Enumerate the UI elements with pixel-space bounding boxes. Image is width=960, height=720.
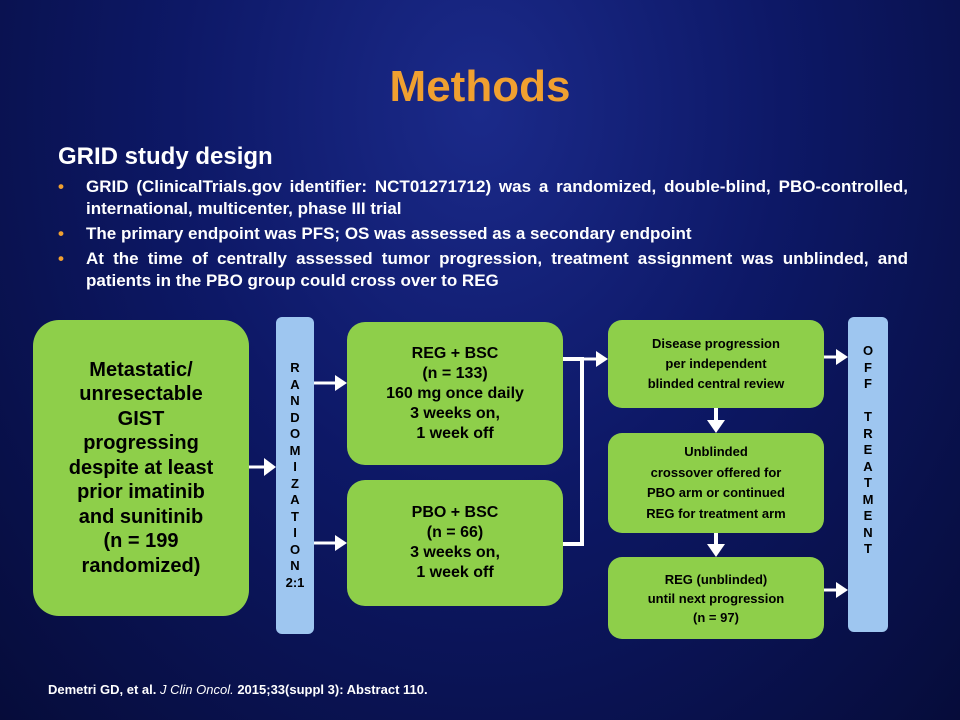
off-treatment-letter: E (863, 442, 873, 457)
randomization-letter: 2:1 (285, 574, 305, 590)
arrowhead (264, 458, 276, 476)
arrowhead (836, 349, 848, 365)
randomization-letter: O (289, 541, 301, 557)
randomization-letter: T (291, 508, 299, 524)
arrowhead (836, 582, 848, 598)
reference-authors: Demetri GD, et al. (48, 682, 157, 697)
randomization-letter: Z (291, 475, 299, 491)
randomization-letter: R (290, 360, 300, 375)
bullet-text: At the time of centrally assessed tumor progression, treatment assignment was unblinded, and patients in the PBO group could cross over to REG (86, 249, 908, 290)
reg-unblinded-text: REG (unblinded) until next progression (n = 97) (647, 571, 785, 625)
randomization-letter: D (290, 409, 300, 425)
bullet-text: The primary endpoint was PFS; OS was assessed as a secondary endpoint (86, 224, 692, 243)
arrowhead (335, 375, 347, 391)
randomization-letter: N (290, 393, 300, 408)
off-treatment-letter: T (864, 541, 872, 556)
bullet-marker: • (58, 177, 64, 196)
population-text: Metastatic/ unresectable GIST progressing despite at least prior imatinib and sunitinib (n = 199 randomized) (68, 358, 214, 577)
randomization-letter: A (290, 492, 300, 507)
arrowhead (707, 544, 725, 557)
off-treatment-letter: M (862, 491, 874, 507)
crossover-text: Unblinded crossover offered for PBO arm or continued REG for treatment arm (646, 444, 786, 521)
off-treatment-letter: O (862, 343, 874, 358)
arrowhead (596, 351, 608, 367)
arrowhead (707, 420, 725, 433)
off-treatment-letter: E (863, 508, 873, 523)
reg-arm-text: REG + BSC (n = 133) 160 mg once daily 3 weeks on, 1 week off (386, 344, 524, 442)
bullet-marker: • (58, 224, 64, 243)
bullet-text: GRID (ClinicalTrials.gov identifier: NCT01271712) was a randomized, double-blind, PBO-controlled, international, multicenter, phase III trial (86, 177, 908, 218)
reference-journal: J Clin Oncol. (160, 682, 234, 697)
off-treatment-letter: A (863, 458, 873, 474)
randomization-letter: N (290, 558, 300, 573)
off-treatment-letter: N (863, 524, 873, 540)
randomization-letter: I (293, 459, 297, 474)
randomization-letter: M (289, 442, 301, 458)
pbo-arm-text: PBO + BSC (n = 66) 3 weeks on, 1 week off (410, 504, 500, 581)
reference-citation (48, 682, 428, 697)
reference-details: 2015;33(suppl 3): Abstract 110. (237, 682, 428, 697)
off-treatment-letter: T (864, 475, 872, 490)
randomization-letter: I (293, 525, 297, 540)
section-subtitle: GRID study design (58, 143, 273, 170)
off-treatment-letter: R (863, 425, 873, 441)
off-treatment-letter: F (864, 376, 872, 391)
randomization-letter: O (289, 426, 301, 441)
disease-progression-text: Disease progression per independent blinded central review (647, 336, 785, 391)
bullet-marker: • (58, 249, 64, 268)
arrowhead (335, 535, 347, 551)
off-treatment-letter: T (864, 409, 872, 424)
off-treatment-letter: F (864, 359, 872, 375)
randomization-letter: A (290, 376, 300, 392)
slide-title: Methods (389, 62, 571, 111)
